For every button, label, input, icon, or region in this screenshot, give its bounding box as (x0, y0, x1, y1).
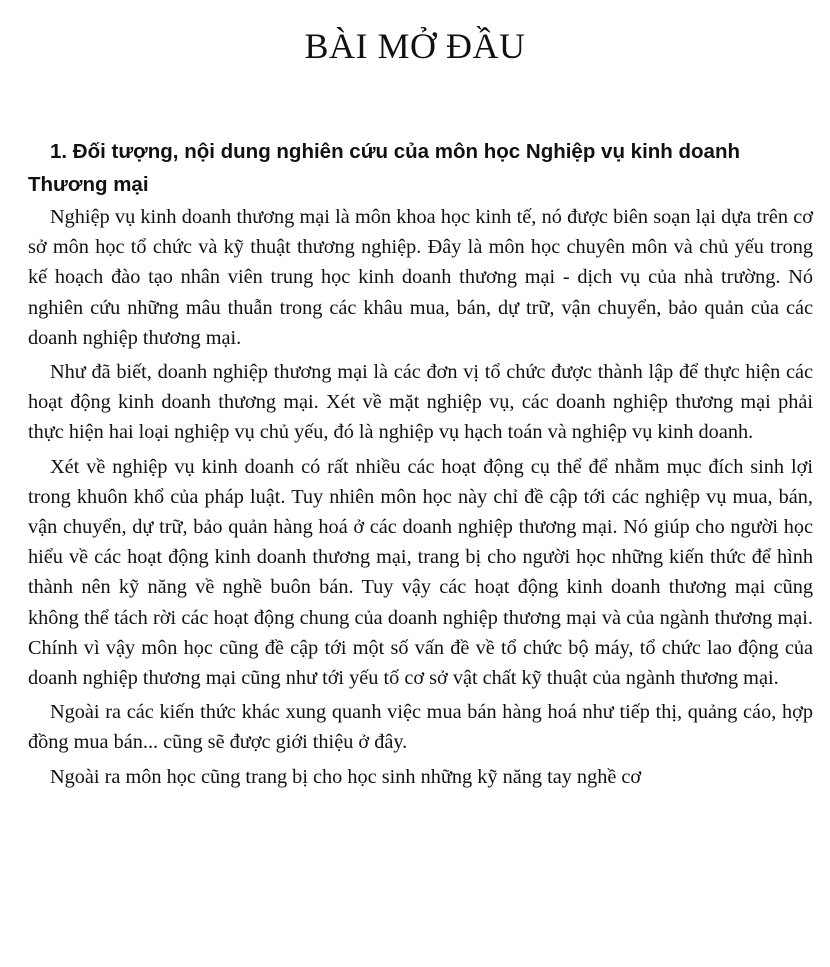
paragraph-other-knowledge: Ngoài ra các kiến thức khác xung quanh việc mua bán hàng hoá như tiếp thị, quảng cáo, hợp đồng mua bán... cũng sẽ được giới thiệu ở đây. (28, 701, 813, 754)
paragraph-commercial-enterprise: Như đã biết, doanh nghiệp thương mại là các đơn vị tổ chức được thành lập để thực hiện các hoạt động kinh doanh thương mại. Xét về mặt nghiệp vụ, các doanh nghiệp thương mại phải thực hiện hai loại nghiệp vụ chủ yếu, đó là nghiệp vụ hạch toán và nghiệp vụ kinh doanh. (28, 361, 813, 444)
paragraph-business-operations: Xét về nghiệp vụ kinh doanh có rất nhiều các hoạt động cụ thể để nhằm mục đích sinh lợi trong khuôn khổ của pháp luật. Tuy nhiên môn học này chỉ đề cập tới các nghiệp vụ mua, bán, vận chuyển, dự trữ, bảo quản hàng hoá ở các doanh nghiệp thương mại. Nó giúp cho người học hiểu về các hoạt động kinh doanh thương mại, trang bị cho người học những kiến thức để hình thành nên kỹ năng về nghề buôn bán. Tuy vậy các hoạt động kinh doanh thương mại cũng không thể tách rời các hoạt động chung của doanh nghiệp thương mại và của ngành thương mại. Chính vì vậy môn học cũng đề cập tới một số vấn đề về tổ chức bộ máy, tổ chức lao động của doanh nghiệp thương mại cũng như tới yếu tố cơ sở vật chất kỹ thuật của ngành thương mại. (28, 455, 813, 690)
chapter-title: BÀI MỞ ĐẦU (304, 26, 526, 66)
paragraph-skills: Ngoài ra môn học cũng trang bị cho học sinh những kỹ năng tay nghề cơ (50, 765, 642, 788)
section-heading: 1. Đối tượng, nội dung nghiên cứu của môn học Nghiệp vụ kinh doanh Thương mại (28, 140, 740, 196)
body-text (28, 202, 813, 796)
paragraph-subject-overview: Nghiệp vụ kinh doanh thương mại là môn khoa học kinh tế, nó được biên soạn lại dựa trên cơ sở môn học tổ chức và kỹ thuật thương nghiệp. Đây là môn học chuyên môn và chủ yếu trong kế hoạch đào tạo nhân viên trung học kinh doanh thương mại - dịch vụ của nhà trường. Nó nghiên cứu những mâu thuẫn trong các khâu mua, bán, dự trữ, vận chuyển, bảo quản của các doanh nghiệp thương mại. (28, 206, 813, 349)
